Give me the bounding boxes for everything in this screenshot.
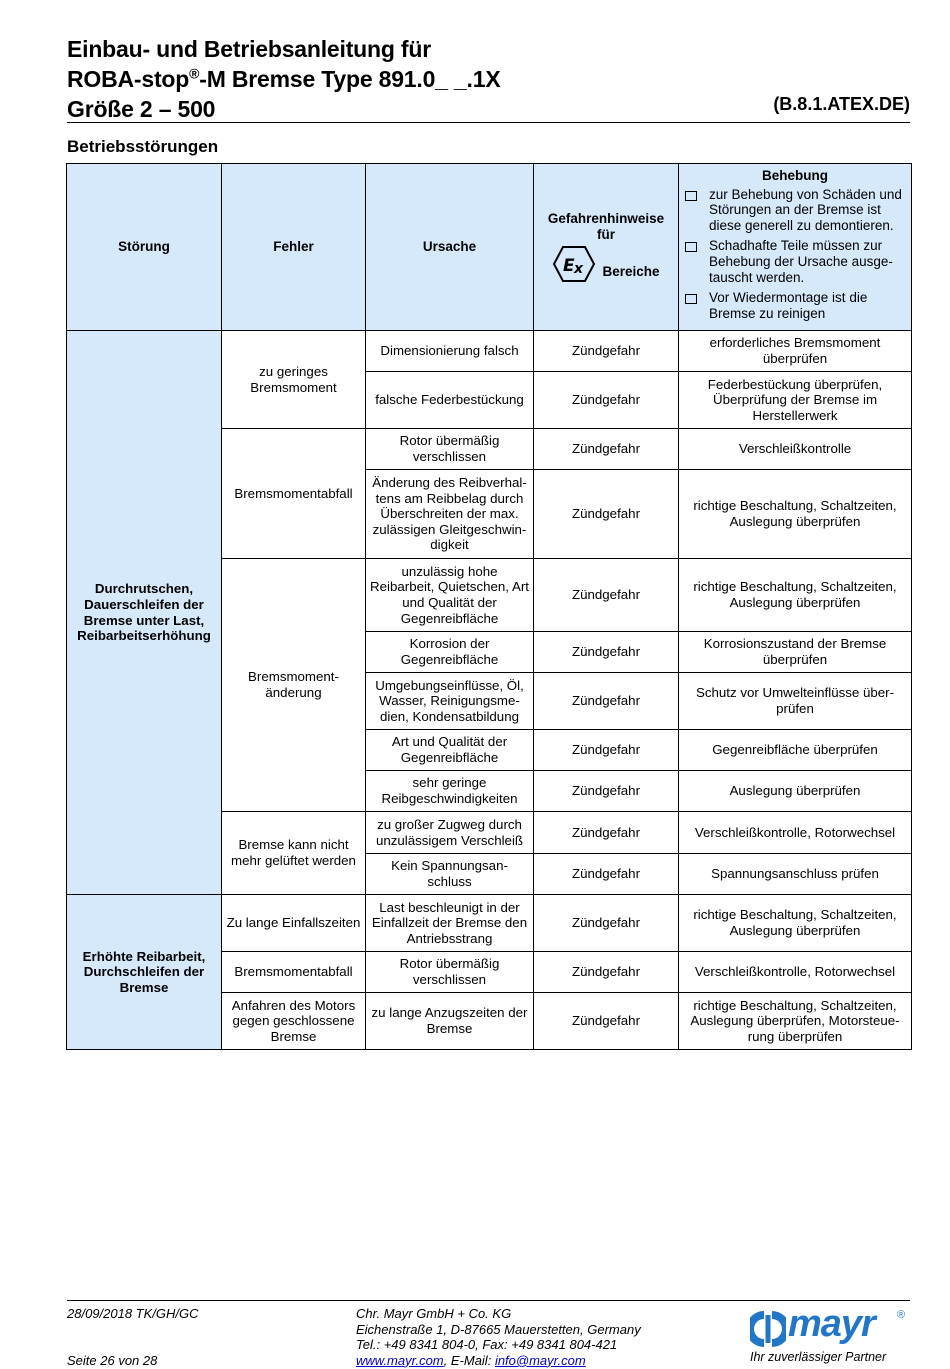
behebung-cell: Gegenreibfläche überprüfen — [679, 730, 912, 771]
title-line-2 — [67, 64, 910, 94]
behebung-cell: Federbestückung überprüfen, Überprüfung der Bremse im Herstellerwerk — [679, 372, 912, 429]
stoerung-cell: Erhöhte Reibarbeit, Durchschleifen der Bremse — [67, 895, 222, 1050]
table-row — [67, 331, 912, 372]
ursache-cell: Last beschleunigt in der Einfallzeit der Bremse den Antriebsstrang — [366, 895, 534, 952]
header-ursache: Ursache — [366, 164, 534, 331]
fault-table — [66, 163, 912, 1050]
gefahr-cell: Zündgefahr — [534, 331, 679, 372]
svg-text:x: x — [574, 260, 584, 277]
ursache-cell: Art und Qualität der Gegenreibfläche — [366, 730, 534, 771]
footer-company — [356, 1306, 641, 1368]
behebung-cell: Verschleißkontrolle, Rotorwechsel — [679, 812, 912, 854]
company-phone: Tel.: +49 8341 804-0, Fax: +49 8341 804-421 — [356, 1337, 618, 1353]
behebung-cell: richtige Beschaltung, Schaltzeiten, Auslegung überprüfen — [679, 895, 912, 952]
gefahr-cell: Zündgefahr — [534, 730, 679, 771]
title-line-1: Einbau- und Betriebsanleitung für — [67, 36, 431, 62]
header-stoerung: Störung — [67, 164, 222, 331]
fehler-cell: Zu lange Einfallszeiten — [222, 895, 366, 952]
gefahr-cell: Zündgefahr — [534, 895, 679, 952]
gefahr-cell: Zündgefahr — [534, 952, 679, 993]
header-fehler: Fehler — [222, 164, 366, 331]
ursache-cell: Rotor übermäßig verschlissen — [366, 952, 534, 993]
ursache-cell: falsche Federbestückung — [366, 372, 534, 429]
fehler-cell: zu geringes Bremsmoment — [222, 331, 366, 429]
behebung-cell: Verschleißkontrolle, Rotorwechsel — [679, 952, 912, 993]
behebung-note — [685, 238, 905, 285]
behebung-cell: richtige Beschaltung, Schaltzeiten, Auslegung überprüfen, Motorsteue-rung überprüfen — [679, 993, 912, 1050]
gefahr-cell: Zündgefahr — [534, 559, 679, 632]
header-behebung — [679, 164, 912, 331]
ursache-cell: Änderung des Reibverhal-tens am Reibbelag durch Überschreiten der max. zulässigen Gleitgeschwin-digkeit — [366, 470, 534, 559]
footer-divider — [67, 1300, 910, 1301]
ex-area-label — [537, 245, 675, 283]
gefahr-cell: Zündgefahr — [534, 470, 679, 559]
mayr-logo — [750, 1303, 910, 1367]
website-link[interactable]: www.mayr.com — [356, 1352, 444, 1368]
behebung-note-text: Schadhafte Teile müssen zur Behebung der Ursache ausge-tauscht werden. — [709, 238, 893, 285]
document-reference: (B.8.1.ATEX.DE) — [773, 94, 910, 114]
gefahr-cell: Zündgefahr — [534, 632, 679, 673]
ursache-cell: zu lange Anzugszeiten der Bremse — [366, 993, 534, 1050]
behebung-cell: richtige Beschaltung, Schaltzeiten, Auslegung überprüfen — [679, 559, 912, 632]
gefahr-cell: Zündgefahr — [534, 673, 679, 730]
ursache-cell: Kein Spannungsan-schluss — [366, 854, 534, 895]
email-label: , E-Mail: — [443, 1352, 495, 1368]
gefahr-cell: Zündgefahr — [534, 771, 679, 812]
company-name: Chr. Mayr GmbH + Co. KG — [356, 1306, 512, 1321]
logo-registered-mark: ® — [897, 1309, 906, 1321]
footer-date: 28/09/2018 TK/GH/GC — [67, 1306, 199, 1321]
gefahr-cell: Zündgefahr — [534, 993, 679, 1050]
ursache-cell: Rotor übermäßig verschlissen — [366, 429, 534, 470]
company-contact — [356, 1353, 641, 1369]
gefahr-cell: Zündgefahr — [534, 812, 679, 854]
fehler-cell: Anfahren des Motors gegen geschlossene Bremse — [222, 993, 366, 1050]
behebung-note — [685, 187, 905, 234]
ursache-cell: Dimensionierung falsch — [366, 331, 534, 372]
product-type: -M Bremse Type 891.0_ _.1X — [199, 66, 501, 92]
behebung-cell: Auslegung überprüfen — [679, 771, 912, 812]
ursache-cell: Korrosion der Gegenreibfläche — [366, 632, 534, 673]
fehler-cell: Bremsmoment-änderung — [222, 559, 366, 812]
behebung-cell: Schutz vor Umwelteinflüsse über-prüfen — [679, 673, 912, 730]
ex-atex-icon — [552, 245, 596, 283]
checkbox-bullet-icon — [685, 242, 697, 252]
behebung-note-text: zur Behebung von Schäden und Störungen an der Bremse ist diese generell zu demontieren. — [709, 186, 902, 233]
svg-text:E: E — [563, 255, 576, 276]
fehler-cell: Bremsmomentabfall — [222, 952, 366, 993]
logo-wordmark: mayr — [788, 1303, 875, 1345]
registered-mark: ® — [189, 65, 200, 82]
document-header — [67, 34, 910, 124]
ursache-cell: unzulässig hohe Reibarbeit, Quietschen, Art und Qualität der Gegenreibfläche — [366, 559, 534, 632]
gefahr-cell: Zündgefahr — [534, 854, 679, 895]
ursache-cell: sehr geringe Reibgeschwindigkeiten — [366, 771, 534, 812]
table-row — [67, 895, 912, 952]
product-name: ROBA-stop — [67, 66, 190, 92]
fehler-cell: Bremse kann nicht mehr gelüftet werden — [222, 812, 366, 895]
company-address: Eichenstraße 1, D-87665 Mauerstetten, Germany — [356, 1321, 641, 1337]
gefahr-cell: Zündgefahr — [534, 429, 679, 470]
ursache-cell: zu großer Zugweg durch unzulässigem Verschleiß — [366, 812, 534, 854]
stoerung-cell: Durchrutschen, Dauerschleifen der Bremse unter Last, Reibarbeitserhöhung — [67, 331, 222, 895]
checkbox-bullet-icon — [685, 191, 697, 201]
behebung-cell: richtige Beschaltung, Schaltzeiten, Auslegung überprüfen — [679, 470, 912, 559]
gefahr-line-2: für — [597, 227, 615, 242]
logo-tagline: Ihr zuverlässiger Partner — [750, 1350, 887, 1364]
behebung-cell: erforderliches Bremsmoment überprüfen — [679, 331, 912, 372]
behebung-title: Behebung — [762, 168, 828, 183]
email-link[interactable]: info@mayr.com — [494, 1352, 586, 1368]
behebung-cell: Spannungsanschluss prüfen — [679, 854, 912, 895]
behebung-note-text: Vor Wiedermontage ist die Bremse zu reinigen — [709, 290, 868, 321]
footer-page-number: Seite 26 von 28 — [67, 1353, 158, 1368]
title-line-3: Größe 2 – 500 — [67, 96, 216, 122]
behebung-cell: Verschleißkontrolle — [679, 429, 912, 470]
header-gefahrenhinweise — [534, 164, 679, 331]
behebung-note — [685, 290, 905, 321]
gefahr-cell: Zündgefahr — [534, 372, 679, 429]
behebung-cell: Korrosionszustand der Bremse überprüfen — [679, 632, 912, 673]
fehler-cell: Bremsmomentabfall — [222, 429, 366, 559]
gefahr-line-1: Gefahrenhinweise — [547, 211, 665, 227]
section-title: Betriebsstörungen — [67, 137, 219, 156]
ursache-cell: Umgebungseinflüsse, Öl, Wasser, Reinigungsme-dien, Kondensatbildung — [366, 673, 534, 730]
checkbox-bullet-icon — [685, 294, 697, 304]
mayr-brake-icon — [750, 1309, 786, 1349]
header-divider — [67, 122, 910, 123]
gefahr-line-3: Bereiche — [602, 263, 660, 279]
